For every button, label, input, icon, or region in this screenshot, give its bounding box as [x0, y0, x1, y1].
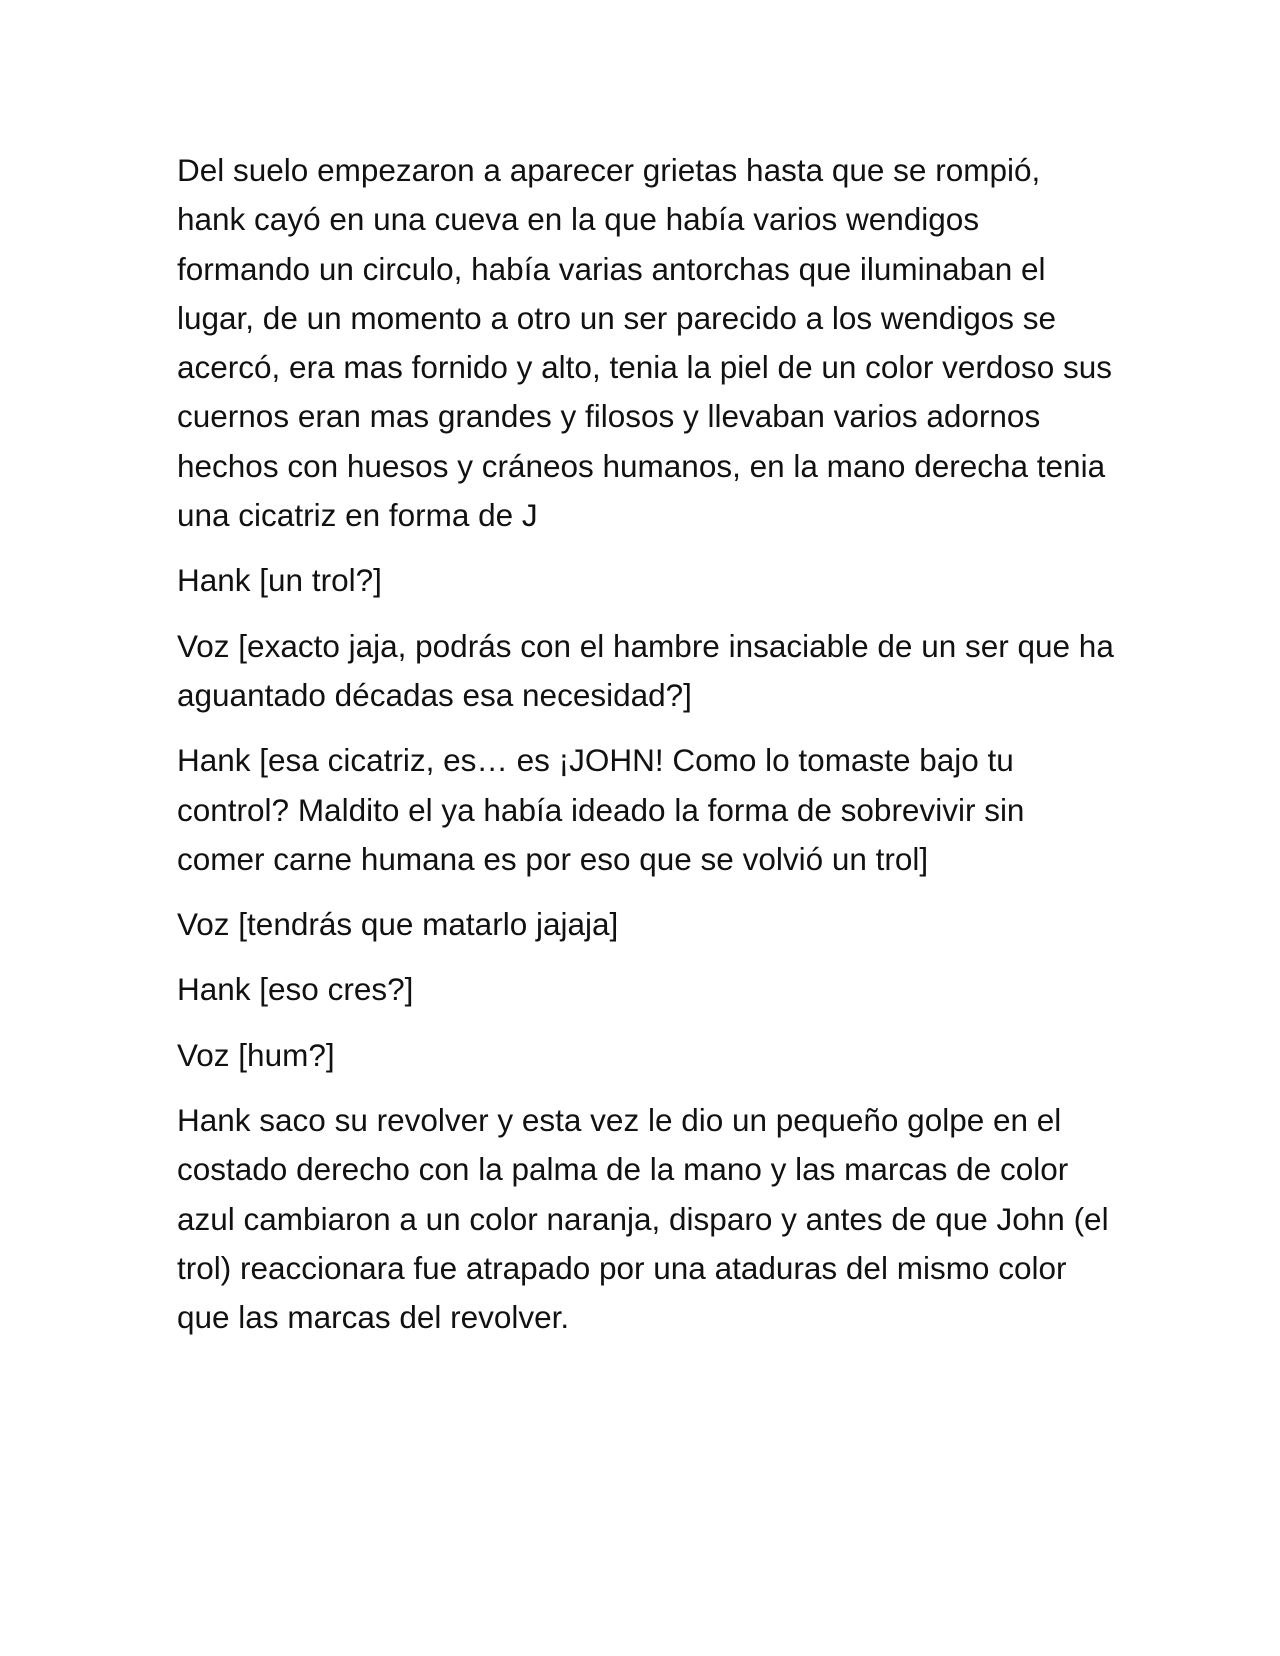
document-body [177, 146, 1117, 1359]
paragraph-dialogue-hank-2: Hank [esa cicatriz, es… es ¡JOHN! Como lo tomaste bajo tu control? Maldito el ya había ideado la forma de sobrevivir sin comer carne humana es por eso que se volvió un trol] [177, 742, 1025, 877]
paragraph-narration-1: Del suelo empezaron a aparecer grietas hasta que se rompió, hank cayó en una cueva en la que había varios wendigos formando un circulo, había varias antorchas que iluminaban el lugar, de un momento a otro un ser parecido a los wendigos se acercó, era mas fornido y alto, tenia la piel de un color verdoso sus cuernos eran mas grandes y filosos y llevaban varios adornos hechos con huesos y cráneos humanos, en la mano derecha tenia una cicatriz en forma de J [177, 152, 1113, 534]
paragraph-narration-2: Hank saco su revolver y esta vez le dio un pequeño golpe en el costado derecho con la palma de la mano y las marcas de color azul cambiaron a un color naranja, disparo y antes de que John (el trol) reaccionara fue atrapado por una ataduras del mismo color que las marcas del revolver. [177, 1102, 1109, 1336]
paragraph-dialogue-voz-3: Voz [hum?] [177, 1036, 335, 1073]
paragraph-dialogue-voz-2: Voz [tendrás que matarlo jajaja] [177, 906, 619, 943]
paragraph-dialogue-voz-1: Voz [exacto jaja, podrás con el hambre insaciable de un ser que ha aguantado décadas esa necesidad?] [177, 627, 1114, 713]
paragraph-dialogue-hank-3: Hank [eso cres?] [177, 971, 414, 1008]
paragraph-dialogue-hank-1: Hank [un trol?] [177, 562, 382, 599]
